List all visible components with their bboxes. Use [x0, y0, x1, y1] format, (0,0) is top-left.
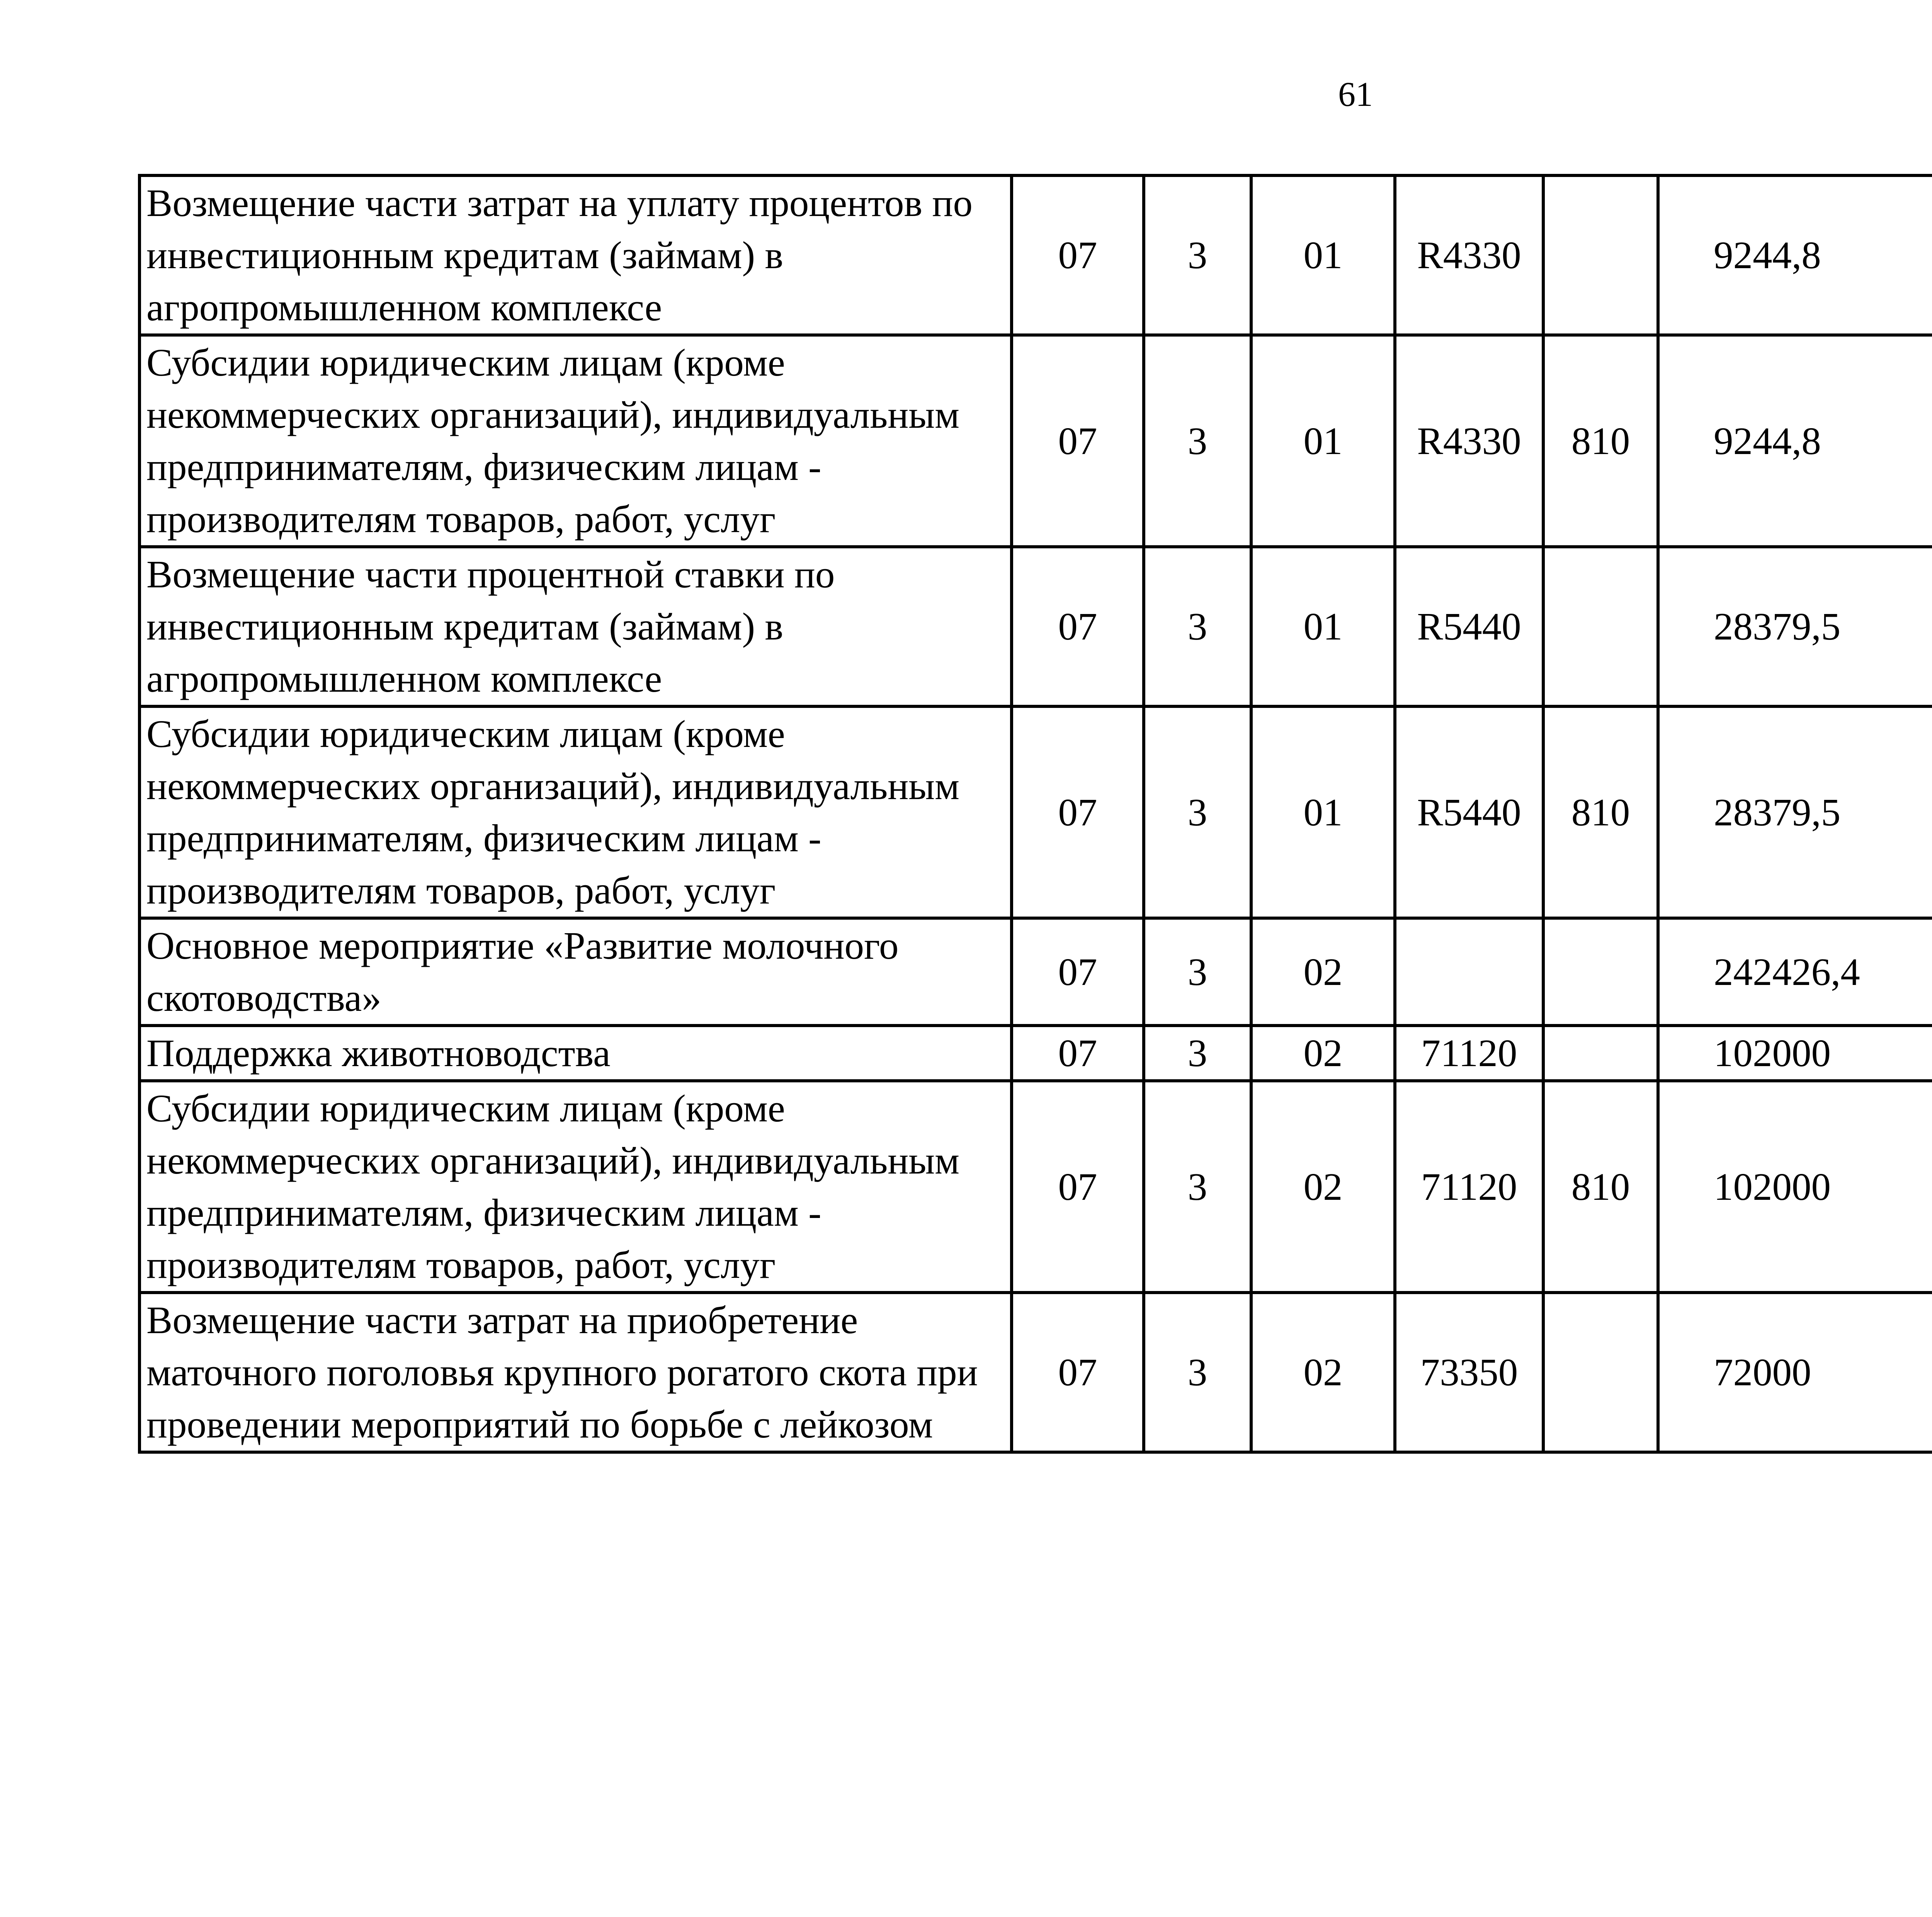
program-code-cell: 3: [1144, 1081, 1251, 1293]
event-code-cell: 01: [1251, 547, 1395, 706]
ministry-code-cell: 07: [1012, 1026, 1144, 1081]
amount-year1-cell: 9244,8: [1658, 335, 1932, 547]
event-code-cell: 02: [1251, 1293, 1395, 1452]
direction-code-cell: R5440: [1395, 547, 1543, 706]
table-row: [139, 918, 1932, 1026]
amount-year1-cell: 9244,8: [1658, 175, 1932, 335]
expense-type-cell: 810: [1543, 1081, 1658, 1293]
table-row: [139, 175, 1932, 335]
event-code-cell: 01: [1251, 706, 1395, 918]
row-name-cell: Субсидии юридическим лицам (кроме некоммерческих организаций), индивидуальным предпринимателям, физическим лицам - производителям товаров, работ, услуг: [139, 335, 1012, 547]
event-code-cell: 02: [1251, 918, 1395, 1026]
row-name-cell: Субсидии юридическим лицам (кроме некоммерческих организаций), индивидуальным предпринимателям, физическим лицам - производителям товаров, работ, услуг: [139, 1081, 1012, 1293]
event-code-cell: 02: [1251, 1026, 1395, 1081]
expense-type-cell: 810: [1543, 335, 1658, 547]
table-row: [139, 706, 1932, 918]
direction-code-cell: R4330: [1395, 175, 1543, 335]
amount-year1-cell: 102000: [1658, 1081, 1932, 1293]
table-row: [139, 547, 1932, 706]
budget-table: [138, 174, 1932, 1454]
expense-type-cell: [1543, 1293, 1658, 1452]
table-row: [139, 335, 1932, 547]
direction-code-cell: R4330: [1395, 335, 1543, 547]
amount-year1-cell: 102000: [1658, 1026, 1932, 1081]
program-code-cell: 3: [1144, 1026, 1251, 1081]
program-code-cell: 3: [1144, 918, 1251, 1026]
row-name-cell: Основное мероприятие «Развитие молочного скотоводства»: [139, 918, 1012, 1026]
program-code-cell: 3: [1144, 706, 1251, 918]
ministry-code-cell: 07: [1012, 706, 1144, 918]
row-name-cell: Возмещение части затрат на приобретение маточного поголовья крупного рогатого скота при проведении мероприятий по борьбе с лейкозом: [139, 1293, 1012, 1452]
table-row: [139, 1026, 1932, 1081]
row-name-cell: Поддержка животноводства: [139, 1026, 1012, 1081]
row-name-cell: Возмещение части затрат на уплату процентов по инвестиционным кредитам (займам) в агропромышленном комплексе: [139, 175, 1012, 335]
program-code-cell: 3: [1144, 547, 1251, 706]
amount-year1-cell: 28379,5: [1658, 547, 1932, 706]
program-code-cell: 3: [1144, 1293, 1251, 1452]
page-number: 61: [1338, 75, 1373, 114]
ministry-code-cell: 07: [1012, 1081, 1144, 1293]
amount-year1-cell: 72000: [1658, 1293, 1932, 1452]
event-code-cell: 02: [1251, 1081, 1395, 1293]
program-code-cell: 3: [1144, 175, 1251, 335]
row-name-cell: Субсидии юридическим лицам (кроме некоммерческих организаций), индивидуальным предпринимателям, физическим лицам - производителям товаров, работ, услуг: [139, 706, 1012, 918]
ministry-code-cell: 07: [1012, 335, 1144, 547]
direction-code-cell: R5440: [1395, 706, 1543, 918]
amount-year1-cell: 28379,5: [1658, 706, 1932, 918]
amount-year1-cell: 242426,4: [1658, 918, 1932, 1026]
event-code-cell: 01: [1251, 175, 1395, 335]
expense-type-cell: [1543, 175, 1658, 335]
direction-code-cell: 71120: [1395, 1081, 1543, 1293]
ministry-code-cell: 07: [1012, 1293, 1144, 1452]
direction-code-cell: 71120: [1395, 1026, 1543, 1081]
expense-type-cell: 810: [1543, 706, 1658, 918]
table-row: [139, 1293, 1932, 1452]
direction-code-cell: [1395, 918, 1543, 1026]
ministry-code-cell: 07: [1012, 547, 1144, 706]
expense-type-cell: [1543, 918, 1658, 1026]
program-code-cell: 3: [1144, 335, 1251, 547]
direction-code-cell: 73350: [1395, 1293, 1543, 1452]
event-code-cell: 01: [1251, 335, 1395, 547]
expense-type-cell: [1543, 547, 1658, 706]
ministry-code-cell: 07: [1012, 175, 1144, 335]
expense-type-cell: [1543, 1026, 1658, 1081]
row-name-cell: Возмещение части процентной ставки по инвестиционным кредитам (займам) в агропромышленном комплексе: [139, 547, 1012, 706]
table-row: [139, 1081, 1932, 1293]
ministry-code-cell: 07: [1012, 918, 1144, 1026]
